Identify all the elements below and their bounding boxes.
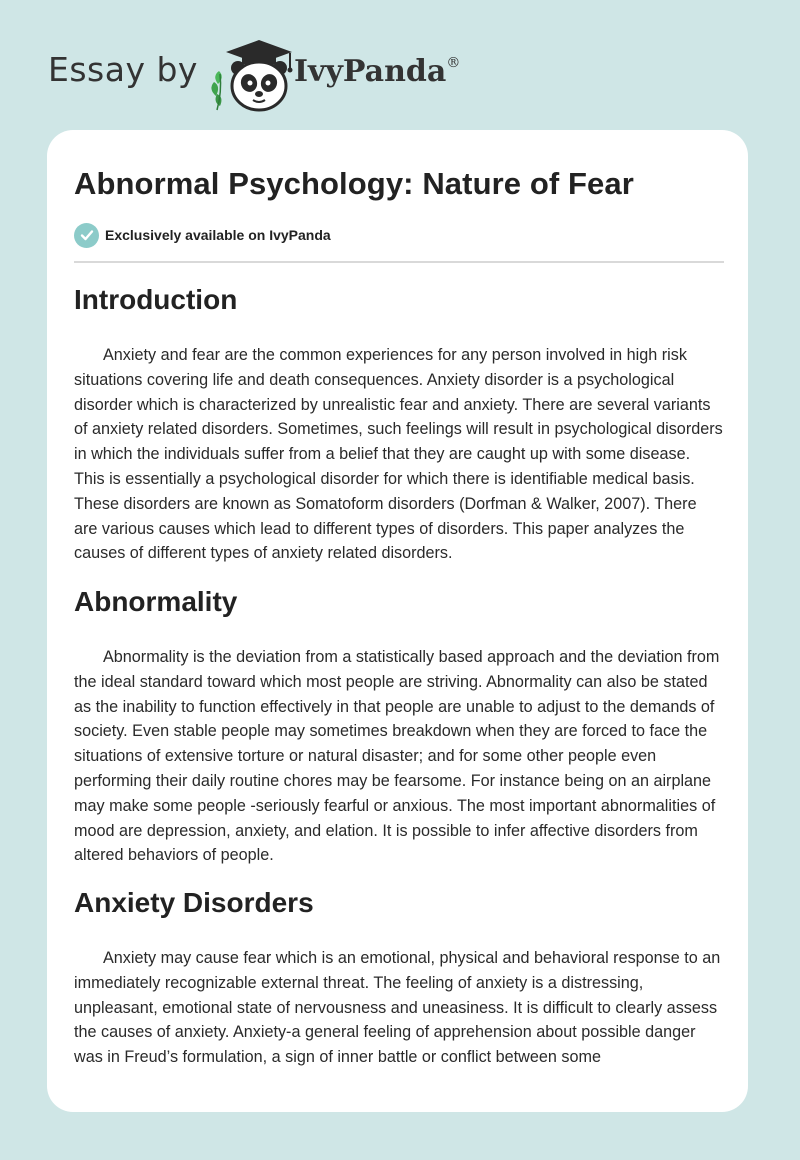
panda-graduate-logo-icon[interactable]: [204, 34, 304, 112]
exclusive-badge-label: Exclusively available on IvyPanda: [105, 227, 331, 243]
essay-by-label: Essay by: [48, 50, 198, 89]
title-divider: [74, 261, 724, 263]
section-paragraph: Anxiety and fear are the common experiences for any person involved in high risk situations covering life and death consequences. Anxiety disorder is a psychological disorder which is characterized by unrealistic fear and anxiety. There are several variants of anxiety related disorders. Sometimes, such feelings will result in psychological disorders in which the individuals suffer from a belief that they are caught up with some disease. This is essentially a psychological disorder for which there is identifiable medical basis. These disorders are known as Somatoform disorders (Dorfman & Walker, 2007). There are various causes which lead to different types of disorders. This paper analyzes the causes of different types of anxiety related disorders.: [74, 346, 723, 563]
section-heading: Introduction: [74, 284, 238, 315]
checkmark-icon: [74, 223, 99, 248]
section-paragraph: Anxiety may cause fear which is an emotional, physical and behavioral response to an immediately recognizable external threat. The feeling of anxiety is a distressing, unpleasant, emotional state of nervousness and uneasiness. It is difficult to clearly assess the causes of anxiety. Anxiety-a general feeling of apprehension about possible danger was in Freud’s formulation, a sign of inner battle or conflict between some: [74, 949, 721, 1067]
exclusive-badge: [74, 222, 331, 248]
ivy-leaf-icon: [211, 71, 221, 110]
section-paragraph: Abnormality is the deviation from a statistically based approach and the deviation from the ideal standard toward which most people are striving. Abnormality can also be stated as the inability to function effectively in that people are unable to adjust to the demands of society. Even stable people may sometimes breakdown when they are forced to face the situations of extensive torture or natural disaster; and for some other people even performing their daily routine chores may be fearsome. For instance being on an airplane may make some people -seriously fearful or anxious. The most important abnormalities of mood are depression, anxiety, and elation. It is possible to infer affective disorders from altered behaviors of people.: [74, 648, 720, 865]
article-title: Abnormal Psychology: Nature of Fear: [74, 166, 634, 201]
section-heading: Abnormality: [74, 586, 238, 617]
brand-logo-text[interactable]: [294, 54, 460, 89]
section-anxiety-disorders: [74, 887, 734, 1070]
site-header: [48, 34, 508, 114]
section-abnormality: [74, 586, 734, 868]
brand-name: IvyPanda: [294, 54, 447, 89]
registered-mark: ®: [446, 55, 461, 71]
article-card: [47, 130, 748, 1112]
section-introduction: [74, 284, 734, 566]
section-heading: Anxiety Disorders: [74, 887, 314, 918]
